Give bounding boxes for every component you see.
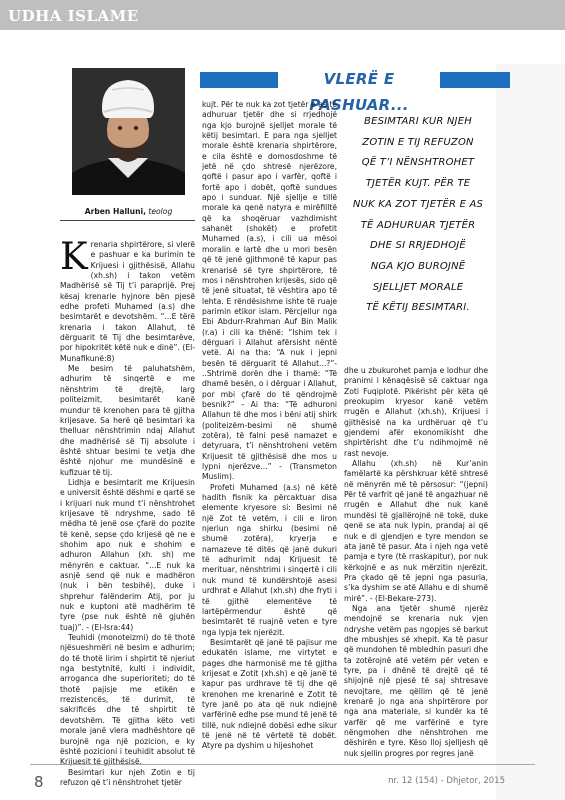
paragraph: Allahu (xh.sh) në Kur’anin famëlartë ka përshkruar këtë shtresë në mënyrën më të përsosur: “(jepni) Për të varfrit që janë të angazhuar në rrugën e Allahut dhe nuk kanë mundësi të gjallërojnë në tokë, duke qenë se ata nuk lypin, prandaj ai që nuk e di gjendjen e tyre mendon se ata janë të pasur. Ata i njeh nga vetë pamja e tyre (të rraskapitur), por nuk kërkojnë e as nuk mërzitin njerëzit. Pra çkado që të jepni nga pasuria, s’ka dyshim se atë Allahu e di shumë mirë”. - (El-Bekare-273). [344, 459, 488, 603]
side-stripe [496, 64, 565, 800]
pull-quote [344, 112, 492, 319]
paragraph: kujt. Për te nuk ka zot tjetër e as të adhuruar tjetër dhe si rrjedhojë nga kjo burojnë sjelljet morale të këtij besimtari. E para nga sjelljet morale është krenaria shpirtërore, e cila është e domosdoshme të jetë në çdo shtresë njerëzore, qoftë i pasur apo i varfër, qoftë i fortë apo i dobët, qoftë sundues apo i sunduar. Një sjellje e tillë morale ka qenë natyra e mirëfilltë që ka shoqëruar vazhdimisht sahanët (shokët) e profetit Muhamed (a.s), i cili ua mësoi moralin e lartë dhe u mori besën që të jenë gjithmonë të kapur pas krenarisë së tyre shpirtërore, të mos i nënshtrohen krijesës, sido që të jenë situatat, të vështira apo të lehta. E rëndësishme ishte të ruaje parimin etikor islam. Përcjellur nga Ebi Abdurr-Rrahman Auf Bin Malik (r.a) i cili ka thënë: “Ishim tek i dërguari i Allahut afërsisht nëntë vetë. Ai na tha: “A nuk i jepni besën të dërguarit të Allahut...?”- ..Shtrimë dorën dhe i thamë: “Të dhamë besën, o i dërguar i Allahut, por mbi çfarë do të qëndrojmë besnik?” – Ai tha: “Të adhuroni Allahun të dhe mos i bëni atij shirk (politeizëm-besimi në shumë zotëra), të falni pesë namazet e detyruara, t’i nënshtroheni vetëm Krijuesit të gjithësisë dhe mos u lypni njerëzve...” - (Transmeton Muslim). [202, 100, 337, 482]
author-photo [72, 68, 185, 195]
page-number: 8 [34, 773, 44, 791]
author-role: teolog [148, 207, 173, 216]
pull-quote-line: TË ADHURUAR TJETËR [360, 219, 476, 231]
pull-quote-line: BESIMTARI KUR NJEH [364, 116, 472, 127]
paragraph: dhe u zbukurohet pamja e lodhur dhe pranimi i kënaqësisë së caktuar nga Zoti Fuqiplotë. Pikërisht për këta që preokupim kryesor kanë vetëm rrugën e Allahut (xh.sh), Krijuesi i gjithësisë na ka urdhëruar që t’u gjendemi afër ekonomikisht dhe shpirtërisht dhe t’u ndihmojmë në rast nevoje. [344, 366, 488, 458]
pull-quote-line: DHE SI RRJEDHOJË [370, 240, 466, 252]
paragraph-text: renaria shpirtërore, si vlerë e pashuar e ka burimin te Krijuesi i gjithësisë, Allahu (xh.sh) i takon vetëm Madhërisë së Tij t’i parapriјë. Prej kësaj krenarie hyjnore bën pjesë edhe profeti Muhamed (a.s) dhe besimtarët e devotshëm. “...E tërë krenaria i takon Allahut, të dërguarit të Tij dhe besimtarëve, por hipokritët këtë nuk e dinë”. (El-Munafikunë:8) [60, 240, 195, 363]
pull-quote-line: SJELLJET MORALE [372, 281, 464, 293]
article-title: VLERË E PASHUAR... [309, 70, 409, 114]
article-column-2 [202, 100, 337, 752]
issue-info: nr. 12 (154) - Dhjetor, 2015 [388, 776, 505, 786]
footer-rule [30, 764, 535, 765]
paragraph: Besimtari kur njeh Zotin e tij refuzon që t’i nënshtrohet tjetër [60, 767, 195, 787]
paragraph [60, 235, 195, 364]
photo-caption [72, 207, 185, 216]
title-box [278, 66, 440, 114]
article-column-3 [344, 366, 488, 759]
paragraph: Nga ana tjetër shumë njerëz mendojnë se krenaria nuk vjen ndryshe vetëm pas ngopjes së barkut dhe mbushjes së xhepit. Ka të pasur që mundohen të mbledhin pasuri dhe ta zotërojnë atë vetëm për veten e tyre, pa i dhënë të drejtë që të shijojnë një pjesë të saj shtresave nevojtare, me qëllim që të jenë krenarë jo nga ana shpirtërore por nga ana materiale, si kundër ka të varfër që me varfërinë e tyre nëngmohen dhe nënshtrohen me dëshirën e tyre. Këso lloj sjelljesh që nuk sjellin progres por regres janë [344, 603, 488, 758]
article-column-1 [60, 235, 195, 788]
pull-quote-line: TË KËTIJ BESIMTARI. [366, 302, 470, 314]
paragraph: Besimtarët që janë të pajisur me edukatën islame, me virtytet e pages dhe harmonisë me të gjitha krijesat e Zotit (xh.sh) e që janë të kapur pas urdhrave të tij dhe që krenohen me krenarinë e Zotit të tyre janë po ata që nuk ndiejnë varfërinë edhe pse mund të jenë të tillë, nuk ndiejnë dobësi edhe sikur të jenë në të vërtetë të dobët. Atyre pa dyshim u hijeshohet [202, 637, 337, 751]
pull-quote-line: NUK KA ZOT TJETËR E AS [352, 198, 484, 210]
caption-rule [60, 220, 195, 221]
drop-cap: K [60, 235, 88, 278]
pull-quote-line: NGA KJO BUROJNË [370, 260, 466, 272]
paragraph: Lidhja e besimtarit me Krijuesin e universit është dëshmi e qartë se i krijuari nuk mund t’i nënshtrohet krijesave të ndryshme, sado të mëdha të jenë ose çfarë do pozite të kenë, sepse çdo krijesë që ne e shohim apo nuk e shohim e adhuron Allahun (xh. sh) me mënyrën e caktuar. “...E nuk ka asnjë send që nuk e madhëron (nuk i bën tesbihë), duke i shprehur falënderim Atij, por ju nuk e kuptoni atë madhërim të tyre (pse nuk është në gjuhën tuaj)”. - (El-Isra:44) [60, 477, 195, 632]
author-portrait-image [72, 68, 185, 195]
pull-quote-line: QË T’I NËNSHTROHET [361, 157, 475, 169]
section-title: UDHA ISLAME [8, 7, 139, 25]
pull-quote-line: TJETËR KUJT. PËR TE [365, 178, 471, 190]
paragraph: Me besim të paluhatshëm, adhurim të sinqertë e me nënshtrim të drejtë, larg politeizmit, besimtarët kanë mundur të krenohen para të gjitha krijesave. Sa herë që besimtari ka thelluar nënshtrimin ndaj Allahut dhe madhërisë së Tij absolute i është shtuar besimi te vetja dhe është njohur me mundësinë e kufizuar të tij. [60, 364, 195, 477]
paragraph: Teuhidi (monoteizmi) do të thotë njësueshmëri në besim e adhurim; do të thotë lirim i shpirtit të njeriut nga bestytnitë, kulti i individit, arroganca dhe superioriteti; do të thotë pajisje me etikën e rrezistencës, të durimit, të sakrificës dhe të shpirtit të devotshëm. Të gjitha këto veti morale janë vlera madhështore që burojnë nga një pozicion, e ky është pozicioni i teuhidit absolut të Krijuesit të gjithësisë. [60, 633, 195, 767]
section-header-bar [0, 0, 565, 30]
paragraph: Profeti Muhamed (a.s) në këtë hadith fisnik ka përcaktuar disa elemente kryesore si: Besimi në një Zot të vetëm, i cili e liron njeriun nga shirku (besimi në shumë zotëra), kryerja e namazeve të ditës që janë dukuri të adhurimit ndaj Krijuesit të merituar, nënshtrimi i sinqertë i cili nuk mund të kundërshtojë asesi urdhrat e Allahut (xh.sh) dhe fryti i të gjithë elementëve të lartëpërmendur është që besimtarët të ruajnë veten e tyre nga lypja tek njerëzit. [202, 482, 337, 637]
pull-quote-line: ZOTIN E TIJ REFUZON [362, 136, 474, 148]
author-name: Arben Halluni, [84, 207, 146, 216]
